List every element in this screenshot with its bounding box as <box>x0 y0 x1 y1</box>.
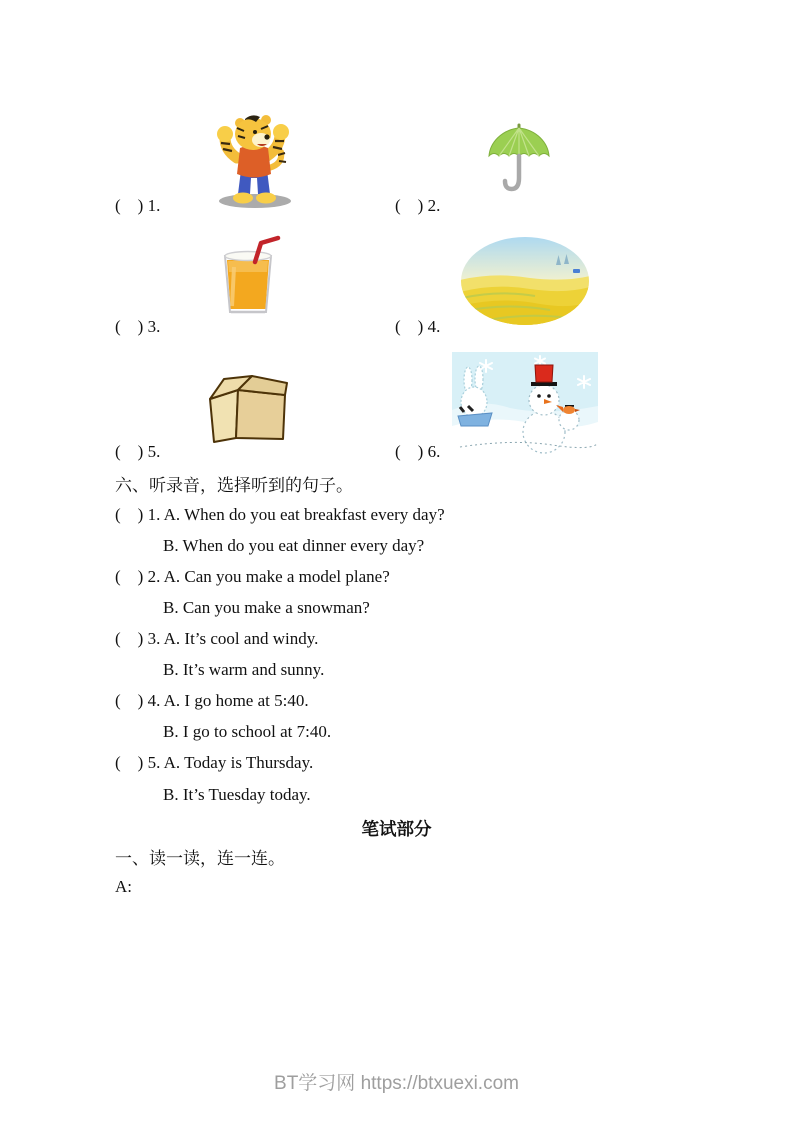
question-3-option-a: ( ) 3. A. It’s cool and windy. <box>115 629 319 648</box>
picture-label-4: ( ) 4. <box>395 317 441 336</box>
question-4-option-b: B. I go to school at 7:40. <box>163 722 332 741</box>
umbrella-image <box>486 122 552 197</box>
picture-label-1: ( ) 1. <box>115 196 161 215</box>
box-image <box>203 366 293 446</box>
juice-image <box>213 234 283 316</box>
juice-illustration <box>213 234 283 316</box>
question-3-option-b: B. It’s warm and sunny. <box>163 660 325 679</box>
site-watermark: BT学习网 https://btxuexi.com <box>274 1073 519 1094</box>
question-5-option-b: B. It’s Tuesday today. <box>163 785 311 804</box>
written-task-one-heading: 一、读一读，连一连。 <box>115 849 285 868</box>
umbrella-illustration <box>486 122 552 197</box>
listening-section-heading: 六、听录音，选择听到的句子。 <box>115 476 353 495</box>
question-1-option-a: ( ) 1. A. When do you eat breakfast every day? <box>115 505 445 524</box>
question-4-option-a: ( ) 4. A. I go home at 5:40. <box>115 691 309 710</box>
picture-label-6: ( ) 6. <box>395 442 441 461</box>
tiger-image <box>203 106 303 211</box>
snowman-image <box>452 352 598 456</box>
question-2-option-a: ( ) 2. A. Can you make a model plane? <box>115 567 390 586</box>
field-image <box>460 236 590 326</box>
snowman-illustration <box>452 352 598 456</box>
picture-label-5: ( ) 5. <box>115 442 161 461</box>
question-5-option-a: ( ) 5. A. Today is Thursday. <box>115 753 314 772</box>
question-2-option-b: B. Can you make a snowman? <box>163 598 370 617</box>
tiger-illustration <box>203 106 303 211</box>
box-illustration <box>203 366 293 446</box>
picture-label-2: ( ) 2. <box>395 196 441 215</box>
question-1-option-b: B. When do you eat dinner every day? <box>163 536 425 555</box>
field-illustration <box>460 236 590 326</box>
written-item-a-label: A: <box>115 877 132 896</box>
picture-label-3: ( ) 3. <box>115 317 161 336</box>
written-section-title: 笔试部分 <box>361 819 432 839</box>
